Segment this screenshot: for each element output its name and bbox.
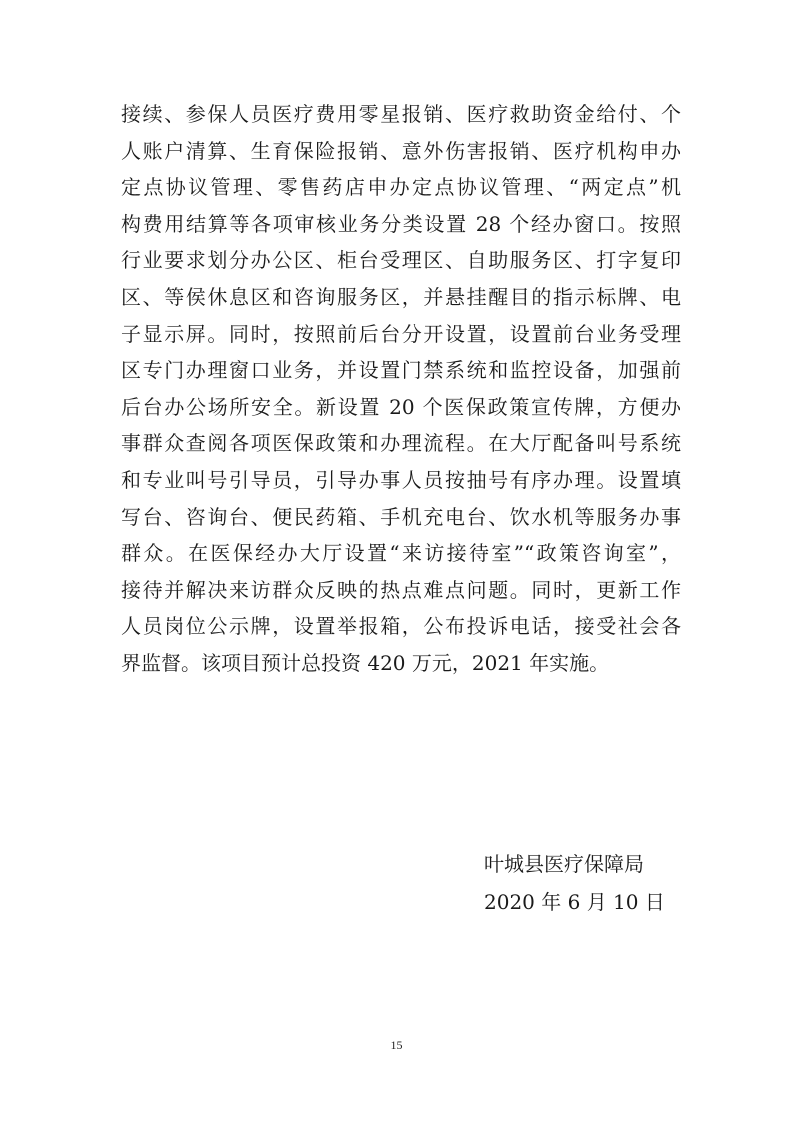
body-line: 定点协议管理、零售药店申办定点协议管理、“两定点”机 <box>121 175 681 200</box>
body-line: 界监督。该项目预计总投资 420 万元，2021 年实施。 <box>121 650 610 675</box>
body-line: 区、等侯休息区和咨询服务区，并悬挂醒目的指示标牌、电 <box>121 284 681 309</box>
body-line: 区专门办理窗口业务，并设置门禁系统和监控设备，加强前 <box>121 358 681 383</box>
body-line: 事群众查阅各项医保政策和办理流程。在大厅配备叫号系统 <box>121 431 681 456</box>
issuing-organization: 叶城县医疗保障局 <box>484 852 644 876</box>
page-number: 15 <box>390 1038 403 1052</box>
body-line: 写台、咨询台、便民药箱、手机充电台、饮水机等服务办事 <box>121 504 681 529</box>
body-line: 接待并解决来访群众反映的热点难点问题。同时，更新工作 <box>121 577 681 602</box>
body-line: 和专业叫号引导员，引导办事人员按抽号有序办理。设置填 <box>121 467 681 492</box>
body-line: 构费用结算等各项审核业务分类设置 28 个经办窗口。按照 <box>121 211 681 236</box>
signature-block <box>484 845 704 921</box>
body-line: 人账户清算、生育保险报销、意外伤害报销、医疗机构申办 <box>121 138 681 163</box>
body-line: 后台办公场所安全。新设置 20 个医保政策宣传牌，方便办 <box>121 394 681 419</box>
body-line: 行业要求划分办公区、柜台受理区、自助服务区、打字复印 <box>121 248 681 273</box>
body-line: 子显示屏。同时，按照前后台分开设置，设置前台业务受理 <box>121 321 681 346</box>
body-line: 人员岗位公示牌，设置举报箱，公布投诉电话，接受社会各 <box>121 614 681 639</box>
body-line: 群众。在医保经办大厅设置“来访接待室”“政策咨询室”， <box>121 541 681 566</box>
body-text <box>121 96 681 682</box>
issue-date: 2020 年 6 月 10 日 <box>484 890 665 914</box>
body-line: 接续、参保人员医疗费用零星报销、医疗救助资金给付、个 <box>121 102 681 126</box>
